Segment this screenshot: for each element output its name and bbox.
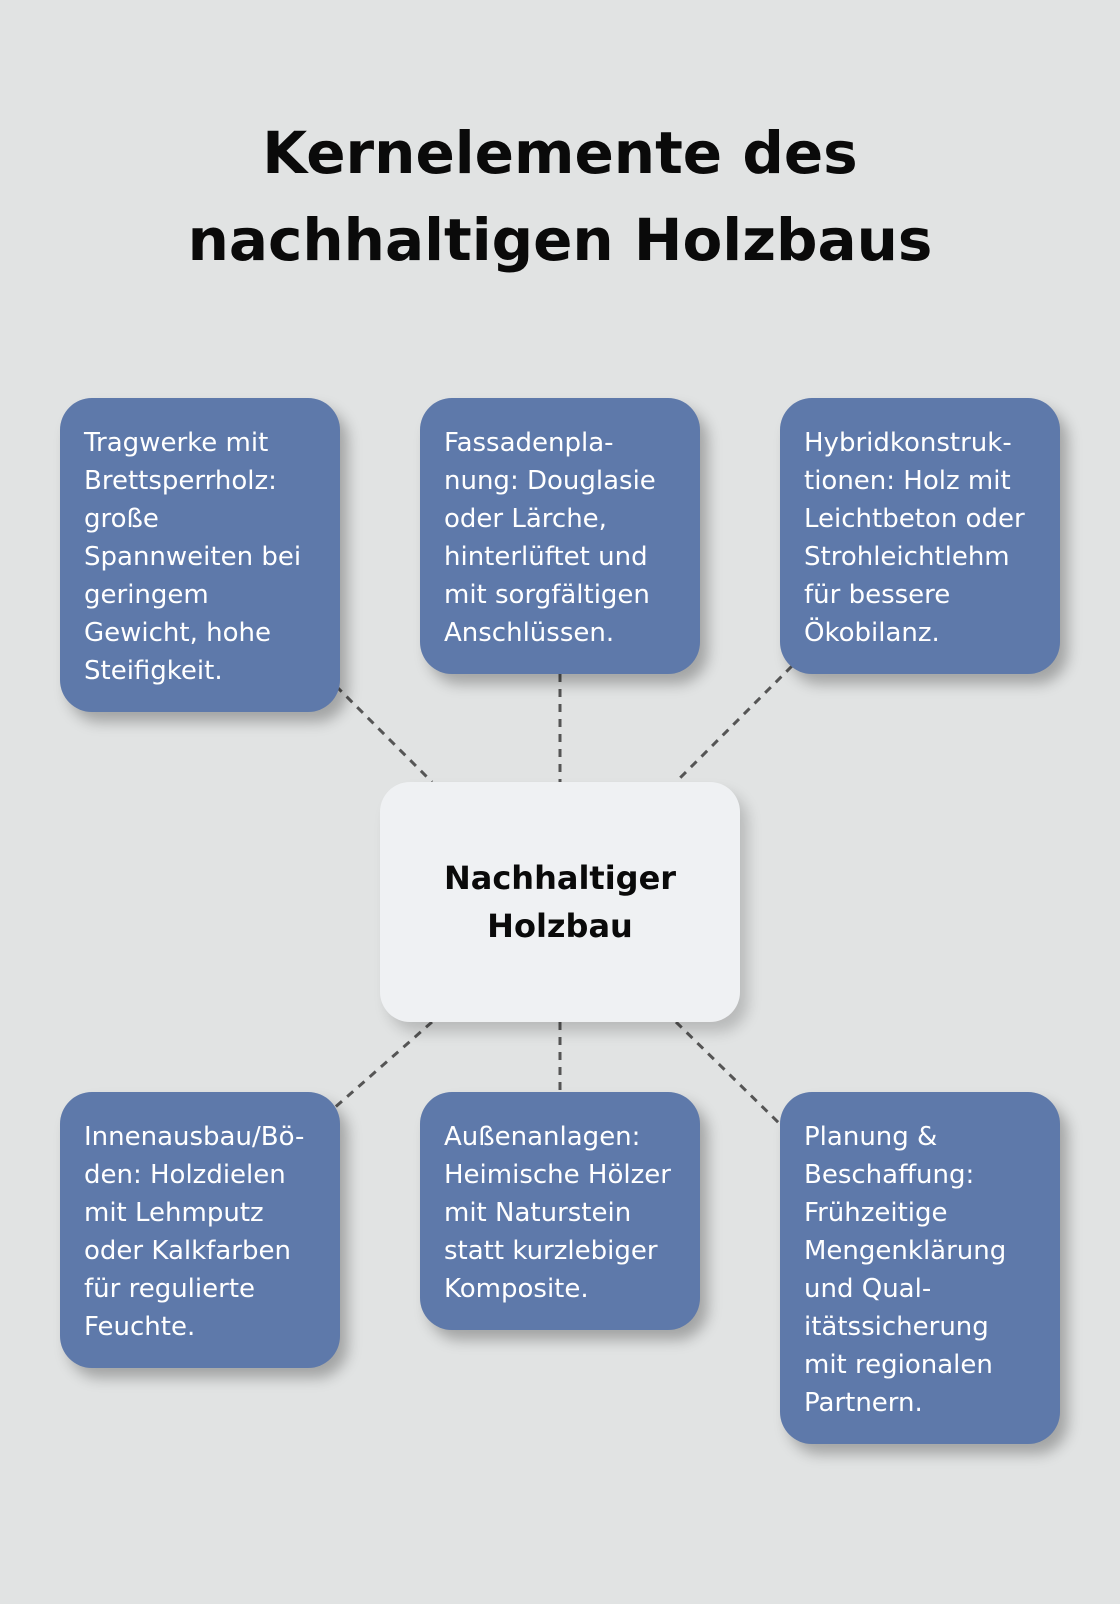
node-line: Tragwerke mit xyxy=(84,428,269,458)
node-line: itätssicherung xyxy=(804,1312,989,1342)
node-line: Komposite. xyxy=(444,1274,589,1304)
node-line: Leichtbeton oder xyxy=(804,504,1025,534)
node-line: für bessere xyxy=(804,580,951,610)
node-innenausbau xyxy=(60,1092,340,1368)
node-line: Hybridkonstruk- xyxy=(804,428,1012,458)
node-line: Außenanlagen: xyxy=(444,1122,641,1152)
node-line: Planung & xyxy=(804,1122,938,1152)
node-line: nung: Douglasie xyxy=(444,466,656,496)
node-line: hinterlüftet und xyxy=(444,542,648,572)
node-line: Brettsperrholz: xyxy=(84,466,277,496)
title-line-2: nachhaltigen Holzbaus xyxy=(187,206,933,274)
node-line: Feuchte. xyxy=(84,1312,196,1342)
node-tragwerke xyxy=(60,398,340,712)
node-line: oder Lärche, xyxy=(444,504,607,534)
node-line: Heimische Hölzer xyxy=(444,1160,671,1190)
node-line: statt kurzlebiger xyxy=(444,1236,658,1266)
node-line: mit Naturstein xyxy=(444,1198,632,1228)
node-line: Anschlüssen. xyxy=(444,618,615,648)
node-line: mit regionalen xyxy=(804,1350,993,1380)
node-line: Frühzeitige xyxy=(804,1198,948,1228)
node-line: mit Lehmputz xyxy=(84,1198,264,1228)
node-line: Gewicht, hohe xyxy=(84,618,271,648)
node-line: große xyxy=(84,504,159,534)
node-line: Spannweiten bei xyxy=(84,542,302,572)
connector-top-right xyxy=(676,666,792,782)
center-label-line-1: Nachhaltiger xyxy=(443,859,677,897)
node-line: Mengenklärung xyxy=(804,1236,1007,1266)
node-planung-beschaffung xyxy=(780,1092,1060,1444)
node-line: für regulierte xyxy=(84,1274,256,1304)
node-line: Steifigkeit. xyxy=(84,656,223,686)
connector-bottom-left xyxy=(332,1022,432,1110)
node-line: mit sorgfältigen xyxy=(444,580,650,610)
node-line: den: Holzdielen xyxy=(84,1160,286,1190)
node-line: Strohleichtlehm xyxy=(804,542,1010,572)
node-line: und Qual- xyxy=(804,1274,932,1304)
title-line-1: Kernelemente des xyxy=(262,119,858,187)
node-line: oder Kalkfarben xyxy=(84,1236,291,1266)
node-line: geringem xyxy=(84,580,209,610)
node-aussenanlagen xyxy=(420,1092,700,1330)
node-line: Ökobilanz. xyxy=(804,618,940,648)
node-line: Innenausbau/Bö- xyxy=(84,1122,305,1152)
node-line: Partnern. xyxy=(804,1388,923,1418)
node-fassadenplanung xyxy=(420,398,700,674)
node-line: tionen: Holz mit xyxy=(804,466,1011,496)
node-hybridkonstruktionen xyxy=(780,398,1060,674)
connector-top-left xyxy=(336,686,432,782)
node-line: Beschaffung: xyxy=(804,1160,975,1190)
node-line: Fassadenpla- xyxy=(444,428,614,458)
center-node xyxy=(380,782,740,1022)
center-label-line-2: Holzbau xyxy=(487,907,633,945)
